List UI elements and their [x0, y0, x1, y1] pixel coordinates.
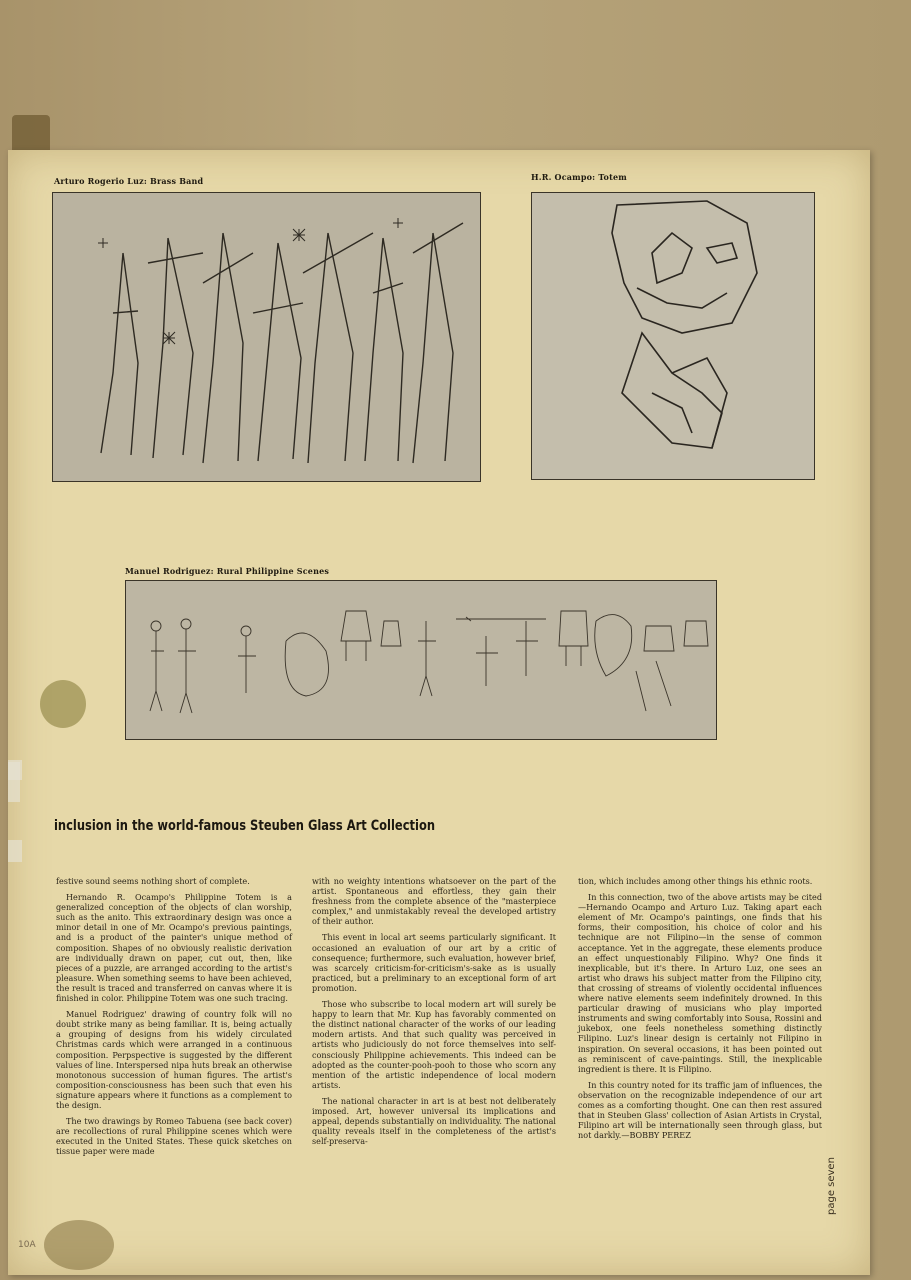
stain-mark — [40, 680, 86, 728]
headline: inclusion in the world-famous Steuben Glass Art Collection — [54, 818, 436, 834]
article-column-2 — [312, 876, 556, 1152]
article-column-1 — [56, 876, 292, 1162]
paragraph: In this country noted for its traffic jam of influences, the observation on the recognizable independence of our art comes as a comforting thought. One can then rest assured that in Steuben Glass' collection of Asian Artists in Crystal, Filipino art will be internationally seen through glass, but not darkly.—BOBBY PEREZ — [578, 1079, 822, 1141]
tape-strip — [8, 840, 22, 862]
paragraph: This event in local art seems particularly significant. It occasioned an evaluation of our art by a critic of consequence; furthermore, such evaluation, however brief, was scarcely criticism-for-criticism's-sake as is usually practiced, but a preliminary to an exceptional form of art promotion. — [312, 932, 556, 993]
page-label: page seven — [826, 1157, 837, 1215]
caption-totem: H.R. Ocampo: Totem — [531, 172, 627, 182]
paragraph: Those who subscribe to local modern art will surely be happy to learn that Mr. Kup has favorably commented on the distinct national character of the works of our leading modern artists. And that such quality was perceived in artists who judiciously do not force themselves into self-consciously Philippine achievements. This indeed can be adopted as the counter-pooh-pooh to those who scorn any mention of the artistic independence of local modern artists. — [312, 999, 556, 1090]
caption-brass-band: Arturo Rogerio Luz: Brass Band — [54, 176, 204, 186]
stain-mark — [44, 1220, 114, 1270]
paragraph: tion, which includes among other things his ethnic roots. — [578, 876, 813, 886]
paragraph: The two drawings by Romeo Tabuena (see back cover) are recollections of rural Philippine scenes which were executed in the United States. These quick sketches on tissue paper were made — [56, 1116, 292, 1157]
artwork-totem — [531, 192, 815, 480]
paragraph: Hernando R. Ocampo's Philippine Totem is a generalized conception of the objects of clan worship, such as the anito. This extraordinary design was once a minor detail in one of Mr. Ocampo's previous paintings, and is a product of the painter's unique method of composition. Shapes of no obviously realistic derivation are individually drawn on paper, cut out, then, like pieces of a puzzle, are arranged according to the artist's pleasure. When something seems to have been achieved, the result is traced and transferred on canvas where it is finished in color. Philippine Totem was one such tracing. — [56, 892, 292, 1004]
article-column-3 — [578, 876, 822, 1146]
caption-rural-scenes: Manuel Rodriguez: Rural Philippine Scenes — [125, 566, 330, 576]
paragraph: The national character in art is at best not deliberately imposed. Art, however universal its implications and appeal, depends substantially on individuality. The national quality reveals itself in the completeness of the artist's self-preserva- — [312, 1095, 556, 1147]
artwork-rural-scenes — [125, 580, 717, 740]
tape-strip — [8, 762, 20, 802]
paragraph: In this connection, two of the above artists may be cited—Hernando Ocampo and Arturo Luz. Taking apart each element of Mr. Ocampo's paintings, one finds that his forms, their composition, his choice of color and his technique are not Filipino—in the sense of common acceptance. Yet in the aggregate, these elements produce an effect unquestionably Filipino. Why? One finds it inexplicable, but it's there. In Arturo Luz, one sees an artist who draws his subject matter from the Filipino city, that crossing of streams of violently occidental influences where native elements seem indefinitely drowned. In this particular drawing of musicians who play imported instruments and swing comfortably into Sousa, Rossini and jukebox, one feels nonetheless something distinctly Filipino. Luz's linear design is certainly not Filipino in inspiration. On several occasions, it has been pointed out as reminiscent of cave-paintings. Still, the inexplicable ingredient is there. It is Filipino. — [578, 892, 822, 1074]
pencil-mark: 10A — [18, 1240, 36, 1250]
paragraph: festive sound seems nothing short of complete. — [56, 876, 250, 886]
paragraph: with no weighty intentions whatsoever on the part of the artist. Spontaneous and effortless, they gain their freshness from the complete absence of the "masterpiece complex," and unmistakably reveal the developed artistry of their author. — [312, 876, 556, 927]
artwork-brass-band — [52, 192, 481, 482]
paragraph: Manuel Rodriguez' drawing of country folk will no doubt strike many as being familiar. It is, being actually a grouping of designs from his widely circulated Christmas cards which were arranged in a continuous composition. Perpspective is suggested by the different values of line. Interspersed nipa huts break an otherwise monotonous succession of human figures. The artist's composition-consciousness has been such that even his signature appears where it functions as a complement to the design. — [56, 1009, 292, 1110]
